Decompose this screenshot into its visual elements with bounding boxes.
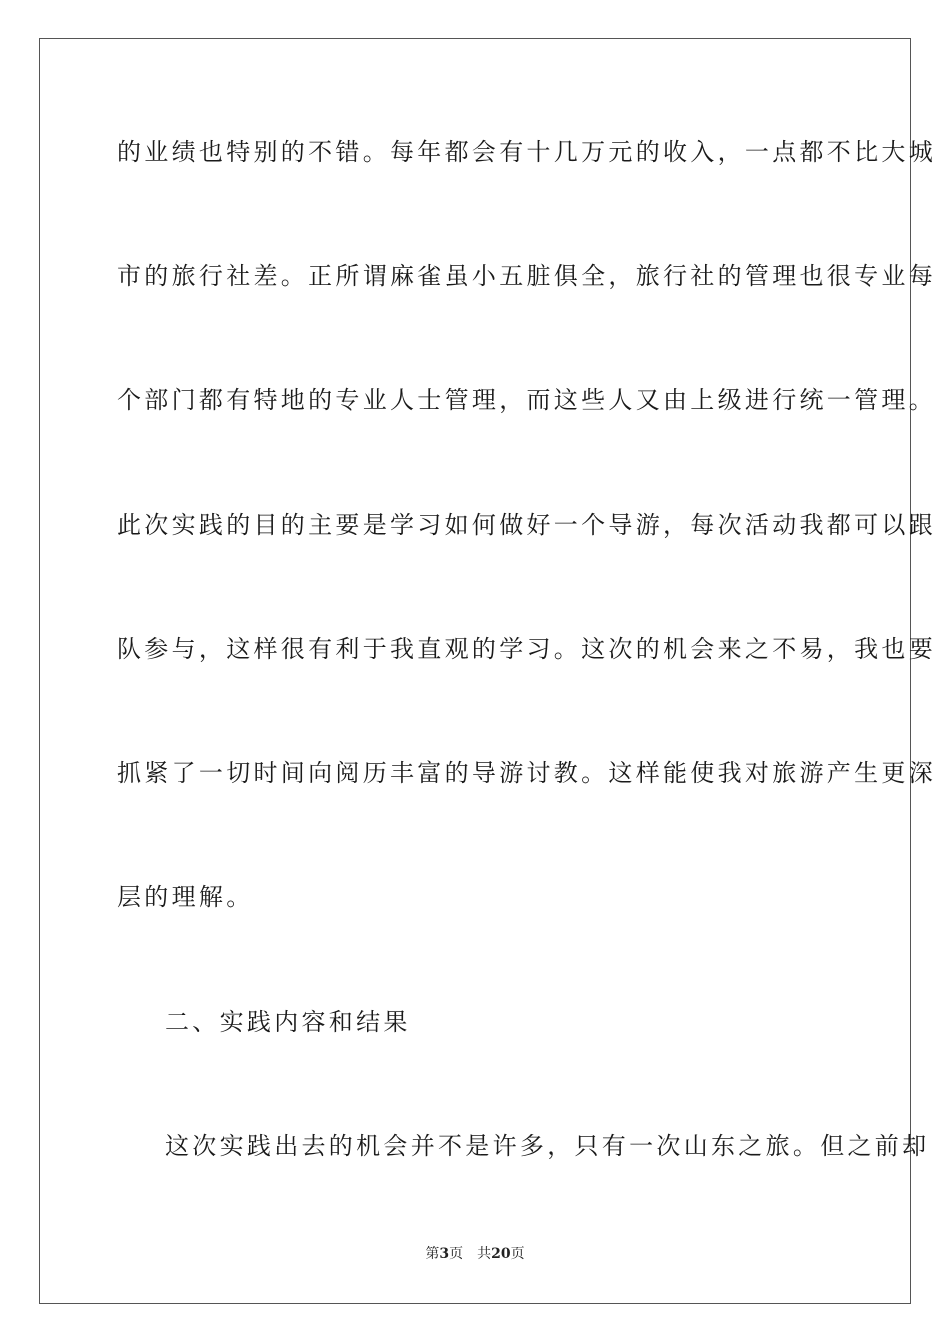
body-text-line: 市的旅行社差。正所谓麻雀虽小五脏俱全，旅行社的管理也很专业每 [117, 262, 936, 290]
section-heading: 二、实践内容和结果 [165, 1008, 411, 1036]
page-label-prefix: 第 [425, 1246, 440, 1262]
total-label-prefix: 共 [477, 1246, 492, 1262]
body-text-line: 此次实践的目的主要是学习如何做好一个导游，每次活动我都可以跟 [117, 511, 936, 539]
page-number: 3 [439, 1246, 450, 1262]
page-footer [0, 1245, 950, 1263]
paragraph-first-line: 这次实践出去的机会并不是许多，只有一次山东之旅。但之前却 [165, 1132, 930, 1160]
body-text-line: 抓紧了一切时间向阅历丰富的导游讨教。这样能使我对旅游产生更深 [117, 759, 936, 787]
page-border [39, 38, 936, 1304]
body-text-line: 个部门都有特地的专业人士管理，而这些人又由上级进行统一管理。 [117, 386, 936, 414]
total-label-suffix: 页 [510, 1246, 525, 1262]
body-text-line: 队参与，这样很有利于我直观的学习。这次的机会来之不易，我也要 [117, 635, 936, 663]
total-pages: 20 [491, 1246, 511, 1262]
body-text-line: 的业绩也特别的不错。每年都会有十几万元的收入，一点都不比大城 [117, 138, 936, 166]
body-text-line: 层的理解。 [117, 883, 254, 911]
page-label-suffix: 页 [449, 1246, 464, 1262]
